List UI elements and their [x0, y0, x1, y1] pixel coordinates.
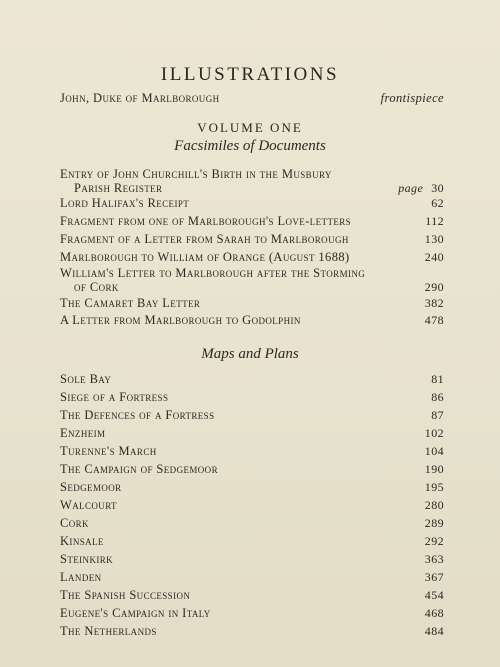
entry-label: The Spanish Succession [60, 588, 191, 602]
entry-label: The Defences of a Fortress [60, 408, 215, 422]
document-entry [60, 214, 444, 228]
entry-page: 468 [424, 606, 444, 620]
entry-page: 81 [431, 372, 444, 386]
map-entry [60, 588, 444, 602]
map-entry [60, 498, 444, 512]
entry-page: 289 [424, 516, 444, 530]
entry-label: The Netherlands [60, 624, 157, 638]
entry-page: 292 [424, 534, 444, 548]
map-entry [60, 552, 444, 566]
entry-page: 62 [431, 196, 444, 210]
entry-label: Siege of a Fortress [60, 390, 169, 404]
entry-label-continued: Parish Register [74, 181, 163, 195]
document-entry [60, 296, 444, 310]
document-entry [60, 313, 444, 327]
entry-label: Sole Bay [60, 372, 112, 386]
map-entry [60, 606, 444, 620]
document-entry [60, 167, 444, 195]
entry-label: Entry of John Churchill's Birth in the Musbury [60, 167, 332, 181]
map-entry [60, 570, 444, 584]
entry-label: Steinkirk [60, 552, 114, 566]
volume-heading: VOLUME ONE [197, 120, 303, 135]
entry-page: 112 [425, 214, 444, 228]
document-entry [60, 266, 444, 294]
page-word: page [398, 181, 424, 195]
entry-label: A Letter from Marlborough to Godolphin [60, 313, 301, 327]
page-number: 30 [431, 181, 444, 195]
entry-label: William's Letter to Marlborough after the Storming [60, 266, 366, 280]
entry-label: Lord Halifax's Receipt [60, 196, 190, 210]
entry-page: 195 [424, 480, 444, 494]
entry-page: 363 [424, 552, 444, 566]
map-entry [60, 534, 444, 548]
entry-page: 130 [424, 232, 444, 246]
entry-label: Enzheim [60, 426, 106, 440]
entry-page: 104 [424, 444, 444, 458]
entry-label: The Camaret Bay Letter [60, 296, 201, 310]
entry-label: Landen [60, 570, 102, 584]
frontispiece-entry [60, 91, 444, 106]
map-entry [60, 444, 444, 458]
entry-label: Walcourt [60, 498, 117, 512]
map-entry [60, 372, 444, 386]
entry-page: 484 [424, 624, 444, 638]
entry-page: 280 [424, 498, 444, 512]
entry-page: 87 [431, 408, 444, 422]
map-entry [60, 390, 444, 404]
entry-label: Turenne's March [60, 444, 157, 458]
entry-page [398, 181, 444, 195]
map-entry [60, 462, 444, 476]
entry-label: Fragment from one of Marlborough's Love-letters [60, 214, 352, 228]
section-heading-documents: Facsimiles of Documents [174, 138, 326, 154]
entry-label: John, Duke of Marlborough [60, 91, 220, 105]
entry-page: frontispiece [380, 91, 444, 105]
entry-page: 454 [424, 588, 444, 602]
document-entry [60, 232, 444, 246]
entry-page: 290 [424, 280, 444, 294]
entry-label: Cork [60, 516, 89, 530]
entry-label: The Campaign of Sedgemoor [60, 462, 218, 476]
entry-page: 102 [424, 426, 444, 440]
section-heading-maps: Maps and Plans [201, 346, 299, 362]
entry-label: Eugene's Campaign in Italy [60, 606, 211, 620]
entry-page: 240 [424, 250, 444, 264]
entry-label: Sedgemoor [60, 480, 122, 494]
entry-page: 86 [431, 390, 444, 404]
document-entry [60, 196, 444, 210]
entry-page: 367 [424, 570, 444, 584]
page-title: ILLUSTRATIONS [160, 64, 340, 85]
entry-page: 190 [424, 462, 444, 476]
entry-page: 382 [424, 296, 444, 310]
map-entry [60, 624, 444, 638]
entry-label: Fragment of a Letter from Sarah to Marlborough [60, 232, 349, 246]
document-entry [60, 250, 444, 264]
entry-label-continued: of Cork [74, 280, 119, 294]
map-entry [60, 480, 444, 494]
map-entry [60, 516, 444, 530]
map-entry [60, 408, 444, 422]
entry-label: Marlborough to William of Orange (August 1688) [60, 250, 350, 264]
entry-page: 478 [424, 313, 444, 327]
map-entry [60, 426, 444, 440]
entry-label: Kinsale [60, 534, 104, 548]
